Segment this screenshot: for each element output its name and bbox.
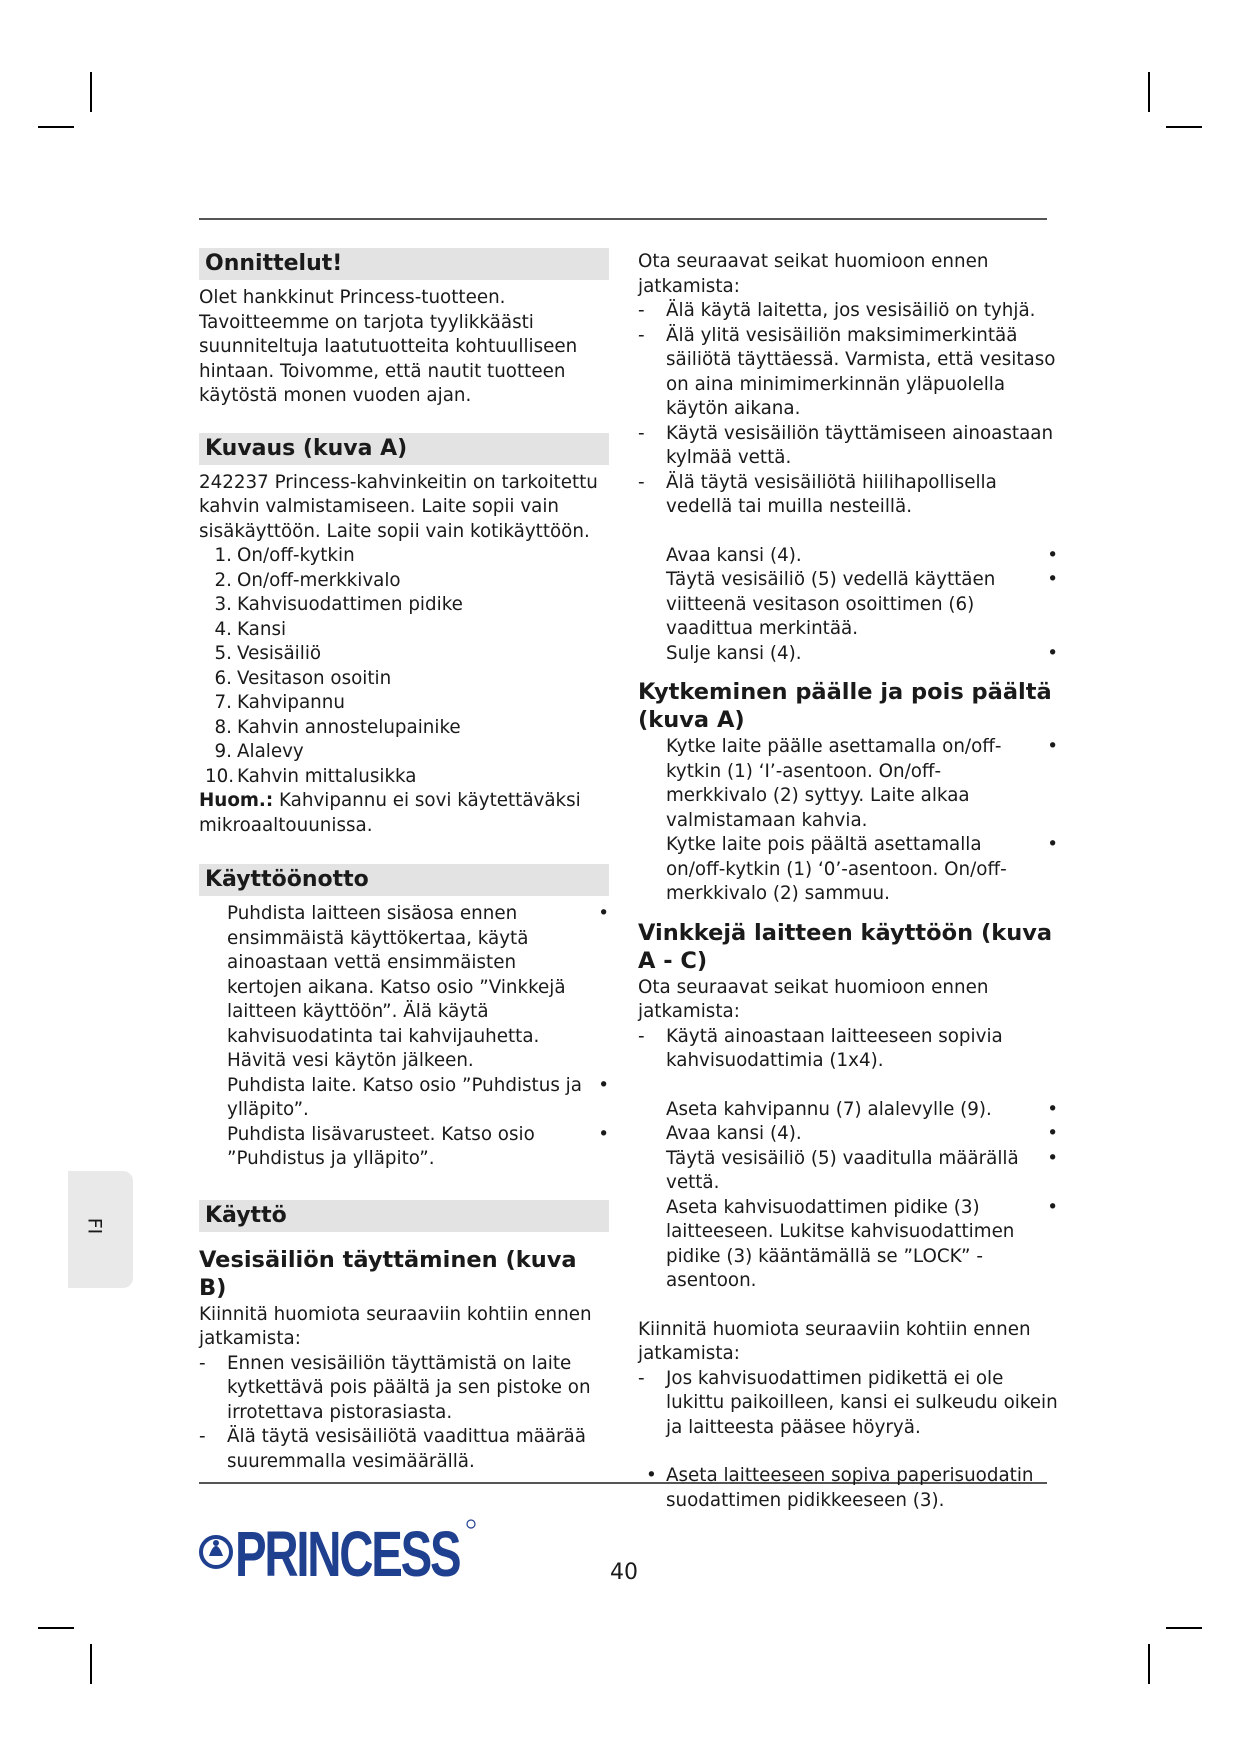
list-item: Täytä vesisäiliö (5) vaaditulla määrällä vettä. • bbox=[666, 1147, 1058, 1193]
intro-paragraph: Olet hankkinut Princess-tuotteen. Tavoitteemme on tarjota tyylikkäästi suunniteltuja laatutuotteita kohtuulliseen hintaan. Toivomme, että nautit tuotteen käytöstä monen vuoden ajan. bbox=[199, 287, 578, 406]
section-heading-kaytto: Käyttö bbox=[199, 1200, 609, 1232]
list-item: - Ennen vesisäiliön täyttämistä on laite kytkettävä pois päältä ja sen pistoke on irrotettava pistorasiasta. bbox=[199, 1352, 609, 1426]
list-item: 4. Kansi bbox=[214, 618, 287, 640]
subheading-tips: Vinkkejä laitteen käyttöön (kuva A - C) bbox=[638, 919, 1053, 974]
list-item: - Älä täytä vesisäiliötä hiilihapollisella vedellä tai muilla nesteillä. bbox=[638, 471, 1058, 520]
list-item: Aseta kahvisuodattimen pidike (3) laitteeseen. Lukitse kahvisuodattimen pidike (3) kääntämällä se ”LOCK” -asentoon. • bbox=[666, 1196, 1058, 1291]
list-item: - Jos kahvisuodattimen pidikettä ei ole lukittu paikoilleen, kansi ei sulkeudu oikein ja laitteesta pääsee höyryä. bbox=[638, 1367, 1058, 1441]
list-item: Kytke laite päälle asettamalla on/off-kytkin (1) ‘I’-asentoon. On/off-merkkivalo (2) syttyy. Laite alkaa valmistamaan kahvia. • bbox=[666, 736, 1058, 831]
list-item: - Älä käytä laitetta, jos vesisäiliö on tyhjä. bbox=[638, 299, 1058, 324]
subheading-filling: Vesisäiliön täyttäminen (kuva B) bbox=[199, 1246, 577, 1301]
left-column bbox=[199, 248, 609, 1474]
logo-wordmark: PRINCESS bbox=[235, 1518, 460, 1590]
description-paragraph: 242237 Princess-kahvinkeitin on tarkoitettu kahvin valmistamiseen. Laite sopii vain sisäkäyttöön. Laite sopii vain kotikäyttöön. bbox=[199, 471, 598, 542]
parts-list bbox=[205, 544, 609, 789]
list-item: - Älä täytä vesisäiliötä vaadittua määrää suuremmalla vesimäärällä. bbox=[199, 1425, 609, 1474]
list-item: Avaa kansi (4). • bbox=[666, 1123, 1058, 1144]
list-item: 5. Vesisäiliö bbox=[214, 643, 322, 664]
tips-intro: Ota seuraavat seikat huomioon ennen jatkamista: bbox=[638, 976, 989, 1022]
list-item: 3. Kahvisuodattimen pidike bbox=[214, 594, 463, 615]
list-item: 2. On/off-merkkivalo bbox=[214, 569, 401, 591]
tips-list-2 bbox=[638, 1367, 1058, 1441]
language-tab bbox=[68, 1171, 133, 1288]
list-item: Puhdista lisävarusteet. Katso osio ”Puhdistus ja ylläpito”. • bbox=[227, 1123, 609, 1169]
section-heading-kayttoonotto: Käyttöönotto bbox=[199, 864, 609, 896]
language-tab-label: FI bbox=[83, 1217, 106, 1235]
list-item: 6. Vesitason osoitin bbox=[214, 667, 392, 689]
note-paragraph: Huom.: Kahvipannu ei sovi käytettäväksi mikroaaltouunissa. bbox=[199, 790, 581, 836]
final-step bbox=[638, 1464, 1058, 1513]
crop-mark bbox=[1166, 126, 1202, 128]
list-item: Täytä vesisäiliö (5) vedellä käyttäen viitteenä vesitason osoittimen (6) vaadittua merkintää. • bbox=[666, 569, 1058, 639]
onoff-steps bbox=[638, 735, 1058, 907]
list-item: 10. Kahvin mittalusikka bbox=[205, 765, 417, 787]
tips-list bbox=[638, 1025, 1058, 1074]
list-item: - Älä ylitä vesisäiliön maksimimerkintää säiliötä täyttäessä. Varmista, että vesitaso on aina minimimerkinnän yläpuolella käytön aikana. bbox=[638, 324, 1058, 422]
list-item: Puhdista laitteen sisäosa ennen ensimmäistä käyttökertaa, käytä ainoastaan vettä ensimmäisten kertojen aikana. Katso osio ”Vinkkejä laitteen käyttöön”. Älä käytä kahvisuodatinta tai kahvijauhetta. Hävitä vesi käytön jälkeen. • bbox=[227, 903, 609, 1071]
crop-mark bbox=[1166, 1627, 1202, 1629]
section-heading-kuvaus: Kuvaus (kuva A) bbox=[199, 433, 609, 465]
subheading-onoff: Kytkeminen päälle ja pois päältä (kuva A) bbox=[638, 679, 1052, 733]
list-item: 7. Kahvipannu bbox=[214, 692, 345, 713]
right-list bbox=[638, 299, 1058, 520]
list-item: • Aseta laitteeseen sopiva paperisuodatin suodattimen pidikkeeseen (3). bbox=[646, 1465, 1034, 1511]
top-rule bbox=[199, 218, 1047, 220]
filling-intro: Kiinnitä huomiota seuraaviin kohtiin ennen jatkamista: bbox=[199, 1303, 592, 1349]
filling-list bbox=[199, 1352, 609, 1475]
crop-mark bbox=[90, 72, 92, 112]
section-heading-onnittelut: Onnittelut! bbox=[199, 248, 609, 280]
setup-steps bbox=[199, 902, 609, 1172]
list-item: 9. Alalevy bbox=[214, 741, 304, 762]
list-item: 8. Kahvin annostelupainike bbox=[214, 716, 461, 738]
right-intro: Ota seuraavat seikat huomioon ennen jatkamista: bbox=[638, 251, 989, 297]
crop-mark bbox=[90, 1644, 92, 1684]
list-item: - Käytä ainoastaan laitteeseen sopivia kahvisuodattimia (1x4). bbox=[638, 1025, 1058, 1074]
list-item: Puhdista laite. Katso osio ”Puhdistus ja ylläpito”. • bbox=[227, 1074, 609, 1120]
list-item: Sulje kansi (4). • bbox=[666, 642, 1058, 664]
list-item: Kytke laite pois päältä asettamalla on/off-kytkin (1) ‘0’-asentoon. On/off-merkkivalo (2) sammuu. • bbox=[666, 834, 1058, 904]
crop-mark bbox=[1148, 1644, 1150, 1684]
right-column bbox=[638, 250, 1058, 1513]
tips-intro-2: Kiinnitä huomiota seuraaviin kohtiin ennen jatkamista: bbox=[638, 1318, 1031, 1364]
list-item: Avaa kansi (4). • bbox=[666, 544, 1058, 566]
crop-mark bbox=[38, 126, 74, 128]
tips-steps bbox=[638, 1098, 1058, 1294]
crop-mark bbox=[38, 1627, 74, 1629]
princess-logo bbox=[199, 1516, 479, 1590]
fill-steps bbox=[638, 544, 1058, 667]
list-item: Aseta kahvipannu (7) alalevylle (9). • bbox=[666, 1098, 1058, 1120]
page-number: 40 bbox=[610, 1560, 638, 1585]
list-item: - Käytä vesisäiliön täyttämiseen ainoastaan kylmää vettä. bbox=[638, 422, 1058, 471]
list-item: 1. On/off-kytkin bbox=[214, 545, 355, 566]
crop-mark bbox=[1148, 72, 1150, 112]
